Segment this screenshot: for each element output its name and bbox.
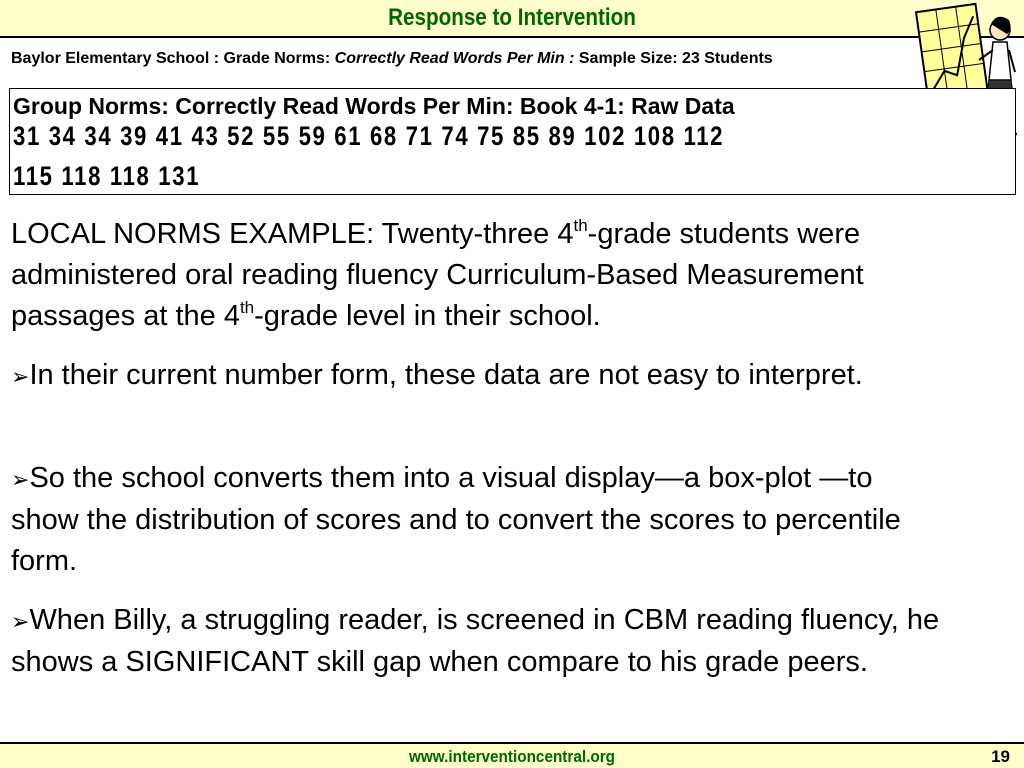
- p1-text-c: -grade level in their school.: [254, 300, 601, 332]
- raw-data-line-1: 31 34 34 39 41 43 52 55 59 61 68 71 74 75 85 89 102 108 112: [13, 121, 725, 151]
- arrow-bullet-icon: ➢: [11, 609, 30, 634]
- subtitle-suffix: Sample Size: 23 Students: [574, 50, 773, 67]
- raw-data-box: [9, 88, 1016, 195]
- bullet-item-3: [11, 600, 941, 683]
- bullet-item-1: [11, 355, 941, 397]
- footer-url-link[interactable]: www.interventioncentral.org: [408, 747, 616, 766]
- arrow-bullet-icon: ➢: [11, 467, 30, 492]
- p1-text-a: LOCAL NORMS EXAMPLE: Twenty-three 4: [11, 218, 574, 250]
- p1-superscript-2: th: [239, 298, 255, 317]
- arrow-bullet-icon: ➢: [11, 364, 30, 389]
- p1-superscript-1: th: [573, 216, 588, 235]
- footer-bar: [0, 742, 1024, 768]
- p1-text-b: -grade students were administered oral reading fluency Curriculum-Based Measurement passages at the 4: [11, 218, 864, 332]
- header-bar: [0, 0, 1024, 38]
- bullet-text-3: When Billy, a struggling reader, is screened in CBM reading fluency, he shows a SIGNIFICANT skill gap when compare to his grade peers.: [11, 604, 940, 678]
- page-number: 19: [991, 747, 1010, 766]
- subtitle-italic: Correctly Read Words Per Min :: [334, 50, 575, 67]
- bullet-item-2: [11, 458, 941, 582]
- raw-data-title: Group Norms: Correctly Read Words Per Min: Book 4-1: Raw Data: [13, 93, 735, 119]
- bullet-text-2: So the school converts them into a visual display—a box-plot —to show the distribution of scores and to convert the scores to percentile form.: [11, 462, 901, 577]
- slide-header-title: Response to Intervention: [388, 4, 636, 31]
- slide-subtitle: [11, 50, 773, 68]
- local-norms-paragraph: [11, 214, 941, 337]
- subtitle-prefix: Baylor Elementary School : Grade Norms:: [11, 50, 335, 67]
- bullet-text-1: In their current number form, these data are not easy to interpret.: [29, 359, 863, 391]
- raw-data-line-2: 115 118 118 131: [13, 161, 201, 191]
